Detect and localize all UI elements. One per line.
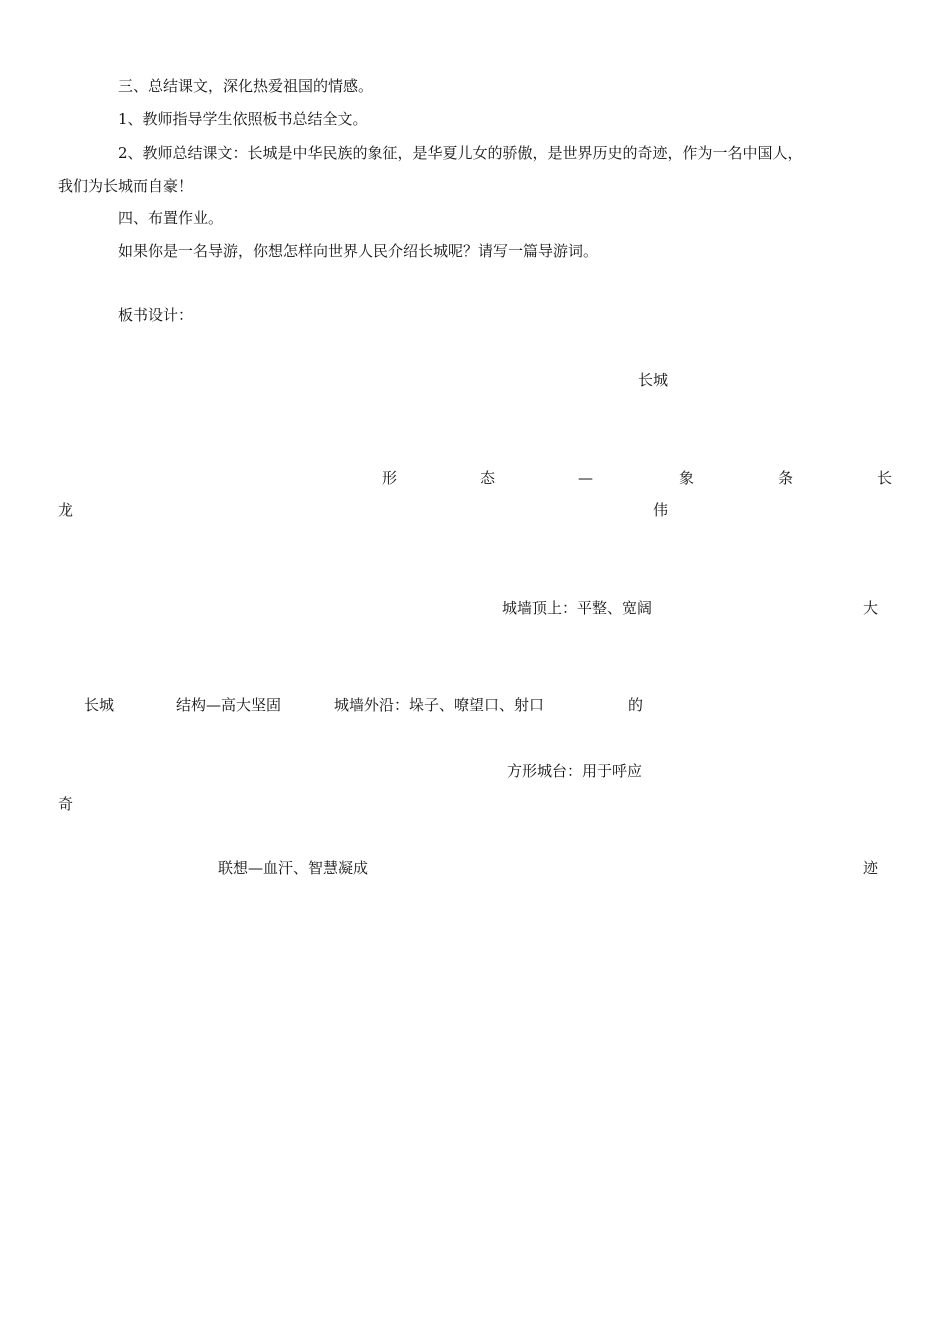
section4-heading: 四、布置作业。 bbox=[118, 209, 224, 227]
form-char-4: 象 bbox=[679, 469, 695, 487]
right-char-ji: 迹 bbox=[863, 859, 879, 877]
left-char-qi: 奇 bbox=[58, 795, 74, 813]
wall-edge-text: 城墙外沿：垛子、嘹望口、射口 bbox=[334, 696, 545, 714]
section3-heading: 三、总结课文，深化热爱祖国的情感。 bbox=[118, 77, 374, 95]
right-char-da: 大 bbox=[863, 599, 879, 617]
association-text: 联想—血汗、智慧凝成 bbox=[218, 859, 369, 877]
board-design-label: 板书设计： bbox=[118, 306, 194, 324]
structure-text: 结构—高大坚固 bbox=[176, 696, 282, 714]
center-label: 长城 bbox=[84, 696, 115, 714]
form-char-2: 态 bbox=[480, 469, 496, 487]
board-title: 长城 bbox=[638, 371, 669, 389]
item2-line1: 2、教师总结课文：长城是中华民族的象征，是华夏儿女的骄傲，是世界历史的奇迹，作为一名中国人， bbox=[118, 144, 803, 162]
form-char-5: 条 bbox=[778, 469, 794, 487]
form-line2-left: 龙 bbox=[58, 501, 74, 519]
homework-text: 如果你是一名导游，你想怎样向世界人民介绍长城呢？请写一篇导游词。 bbox=[118, 242, 599, 260]
right-char-de: 的 bbox=[628, 696, 644, 714]
item1-text: 1、教师指导学生依照板书总结全文。 bbox=[118, 110, 368, 128]
square-platform-text: 方形城台：用于呼应 bbox=[507, 762, 643, 780]
item2-line2: 我们为长城而自豪！ bbox=[58, 177, 194, 195]
form-char-6: 长 bbox=[877, 469, 893, 487]
wall-top-text: 城墙顶上：平整、宽阔 bbox=[502, 599, 653, 617]
form-line2-mid: 伟 bbox=[653, 501, 669, 519]
form-char-3: — bbox=[578, 469, 593, 487]
form-char-1: 形 bbox=[382, 469, 398, 487]
